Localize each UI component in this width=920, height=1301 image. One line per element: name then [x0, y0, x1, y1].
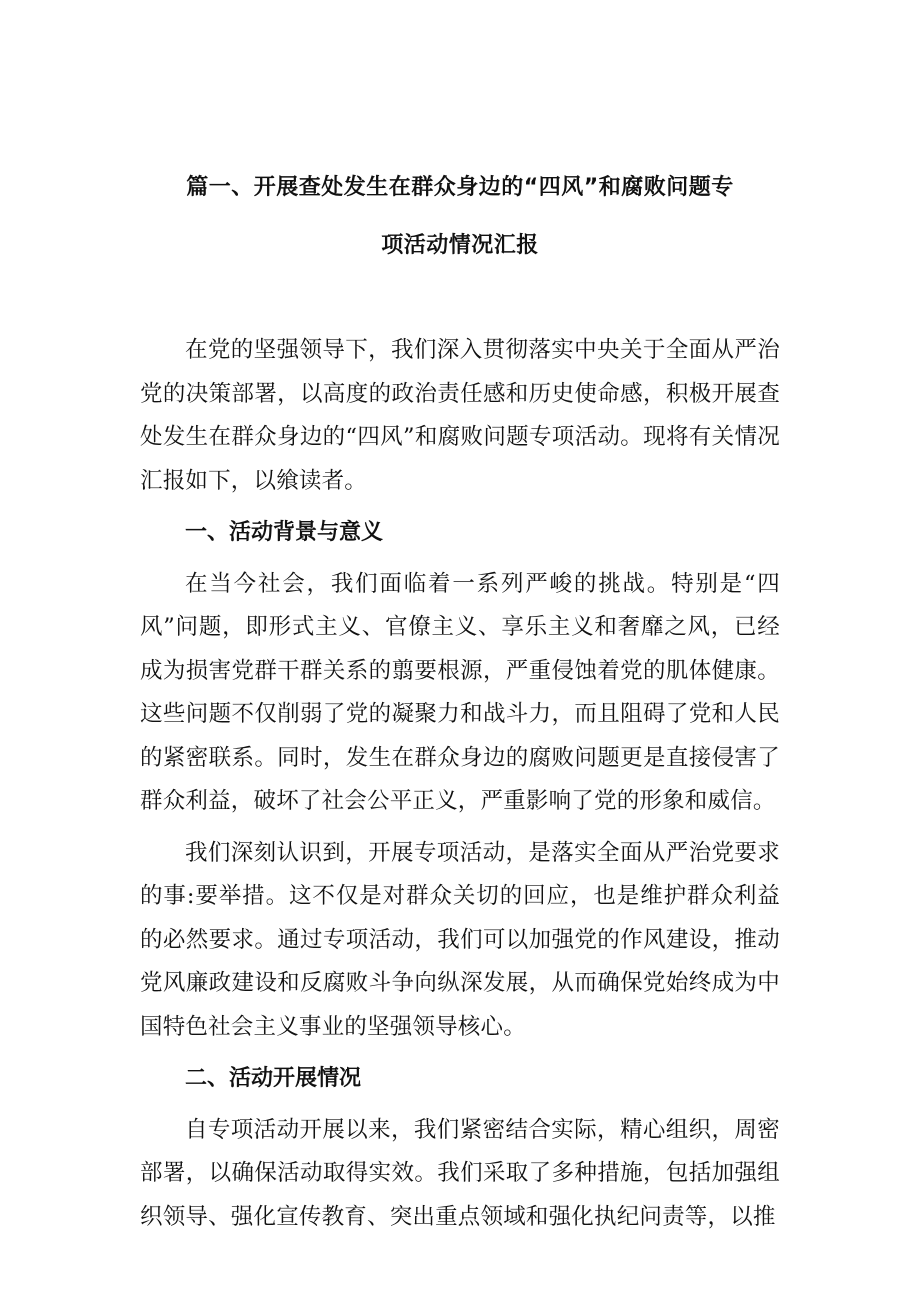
section-heading-background: 一、活动背景与意义	[185, 520, 384, 545]
document-body	[140, 329, 780, 1247]
document-title-line-2: 项活动情况汇报	[381, 233, 539, 258]
paragraph-significance: 我们深刻认识到，开展专项活动，是落实全面从严治党要求的事:要举措。这不仅是对群众关切的回应，也是维护群众利益的必然要求。通过专项活动，我们可以加强党的作风建设，推动党风廉政建设和反腐败斗争向纵深发展，从而确保党始终成为中国特色社会主义事业的坚强领导核心。	[140, 839, 780, 1040]
paragraph-background: 在当今社会，我们面临着一系列严峻的挑战。特别是“四风”问题，即形式主义、官僚主义、享乐主义和奢靡之风，已经成为损害党群干群关系的翦要根源，严重侵蚀着党的肌体健康。这些问题不仅削弱了党的凝聚力和战斗力，而且阻碍了党和人民的紧密联系。同时，发生在群众身边的腐败问题更是直接侵害了群众利益，破坏了社会公平正义，严重影响了党的形象和威信。	[140, 570, 780, 814]
document-title-line-1: 篇一、开展查处发生在群众身边的“四风”和腐败问题专	[186, 175, 734, 200]
paragraph-progress: 自专项活动开展以来，我们紧密结合实际，精心组织，周密部署，以确保活动取得实效。我们采取了多种措施，包括加强组织领导、强化宣传教育、突出重点领域和强化执纪问责等，以推	[140, 1116, 780, 1230]
paragraph-intro: 在党的坚强领导下，我们深入贯彻落实中央关于全面从严治党的决策部署，以高度的政治责任感和历史使命感，积极开展查处发生在群众身边的“四风”和腐败问题专项活动。现将有关情况汇报如下，以飨读者。	[140, 337, 780, 494]
section-heading-progress: 二、活动开展情况	[185, 1066, 362, 1091]
